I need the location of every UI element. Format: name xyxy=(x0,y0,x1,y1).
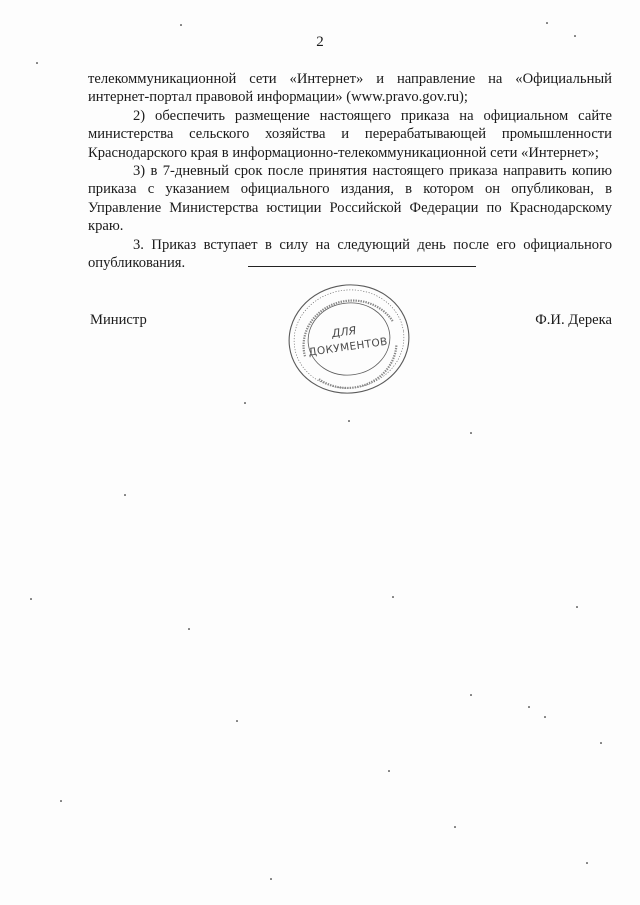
scan-speck xyxy=(270,878,272,880)
scan-speck xyxy=(124,494,126,496)
scan-speck xyxy=(180,24,182,26)
scan-speck xyxy=(576,606,578,608)
official-stamp-seal xyxy=(283,280,415,398)
scan-speck xyxy=(36,62,38,64)
document-body xyxy=(88,70,612,272)
scan-speck xyxy=(528,706,530,708)
signature-name: Ф.И. Дерека xyxy=(535,312,612,328)
page-number: 2 xyxy=(316,34,324,50)
scan-speck xyxy=(236,720,238,722)
paragraph-clause-3: 3. Приказ вступает в силу на следующий день после его официального опубликования. xyxy=(88,236,612,272)
stamp-text-line1: ДЛЯ xyxy=(330,323,358,341)
paragraph-item-2: 2) обеспечить размещение настоящего приказа на официальном сайте министерства сельского хозяйства и перерабатывающей промышленности Краснодарского края в информационно-телекоммуникационной сети «Интернет»; xyxy=(88,107,612,161)
stamp-text-line2: ДОКУМЕНТОВ xyxy=(307,335,389,359)
scan-speck xyxy=(188,628,190,630)
scan-speck xyxy=(586,862,588,864)
paragraph-item-3: 3) в 7-дневный срок после принятия настоящего приказа направить копию приказа с указанием официального издания, в котором он опубликован, в Управление Министерства юстиции Российской Федерации по Краснодарскому краю. xyxy=(88,163,612,235)
scan-speck xyxy=(60,800,62,802)
scan-speck xyxy=(470,432,472,434)
scan-speck xyxy=(392,596,394,598)
handwritten-underline xyxy=(248,266,476,267)
signature-title: Министр xyxy=(90,312,147,328)
scan-speck xyxy=(600,742,602,744)
paragraph-continuation: телекоммуникационной сети «Интернет» и направление на «Официальный интернет-портал правовой информации» (www.pravo.gov.ru); xyxy=(88,71,612,106)
scan-speck xyxy=(546,22,548,24)
scan-speck xyxy=(348,420,350,422)
scan-speck xyxy=(454,826,456,828)
scan-speck xyxy=(574,35,576,37)
scan-speck xyxy=(470,694,472,696)
scan-speck xyxy=(244,402,246,404)
scan-speck xyxy=(544,716,546,718)
scan-speck xyxy=(388,770,390,772)
scan-speck xyxy=(30,598,32,600)
